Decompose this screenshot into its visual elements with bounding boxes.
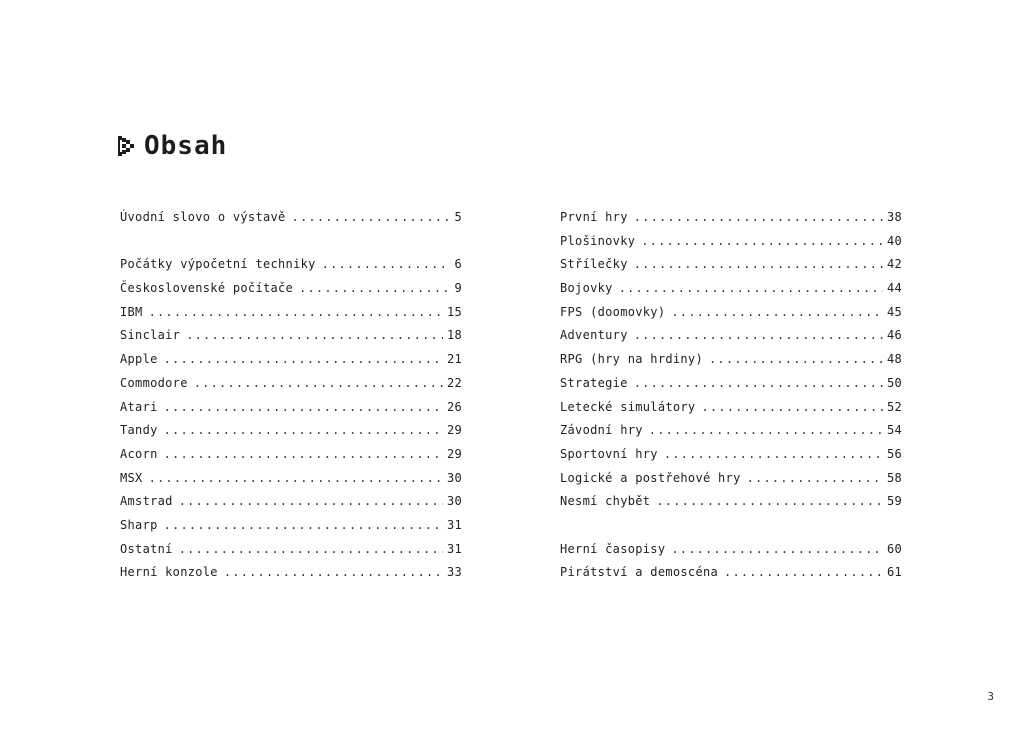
toc-entry-page: 52 [886,399,902,414]
toc-dot-leader [634,210,883,224]
toc-dot-leader [292,210,451,224]
page-title: Obsah [144,131,228,161]
toc-entry-label: Commodore [120,375,188,390]
toc-entry-page: 29 [446,423,462,438]
toc-dot-leader [619,281,883,295]
toc-entry[interactable] [120,518,462,542]
toc-dot-leader [224,565,443,579]
toc-entry-page: 50 [886,375,902,390]
toc-entry-page: 33 [446,565,462,580]
toc-dot-leader [641,234,883,248]
toc-entry[interactable] [560,305,902,329]
toc-entry[interactable] [120,376,462,400]
toc-entry-page: 58 [886,470,902,485]
toc-dot-leader [164,400,443,414]
toc-entry-label: Strategie [560,375,628,390]
toc-entry[interactable] [560,494,902,518]
page-heading [118,128,227,164]
toc-entry[interactable] [560,234,902,258]
toc-entry-page: 44 [886,281,902,296]
toc-entry-label: Tandy [120,423,158,438]
toc-entry[interactable] [560,423,902,447]
toc-dot-leader [149,305,443,319]
page-number: 3 [987,690,994,703]
toc-dot-leader [634,376,883,390]
toc-entry[interactable] [560,565,902,589]
toc-entry-label: Československé počítače [120,281,294,296]
toc-entry[interactable] [120,494,462,518]
toc-entry-page: 60 [886,541,902,556]
toc-entry[interactable] [560,447,902,471]
toc-entry-label: Herní časopisy [560,541,666,556]
toc-entry-page: 6 [454,257,462,272]
toc-entry-label: Nesmí chybět [560,494,651,509]
toc-entry[interactable] [120,281,462,305]
toc-entry-label: Bojovky [560,281,613,296]
toc-entry[interactable] [560,400,902,424]
toc-entry-page: 31 [446,517,462,532]
toc-entry-page: 38 [886,210,902,224]
toc-entry[interactable] [560,542,902,566]
toc-entry-label: Acorn [120,446,158,461]
toc-entry-label: Atari [120,399,158,414]
toc-entry-page: 30 [446,470,462,485]
toc-dot-leader [299,281,450,295]
toc-entry-label: Závodní hry [560,423,643,438]
toc-dot-leader [186,328,443,342]
toc-dot-leader [709,352,883,366]
toc-dot-leader [664,447,883,461]
toc-entry-label: Počátky výpočetní techniky [120,257,316,272]
toc-dot-leader [179,494,443,508]
toc-entry-label: Amstrad [120,494,173,509]
toc-dot-leader [164,518,443,532]
toc-entry-label: Plošinovky [560,233,636,248]
toc-entry-label: RPG (hry na hrdiny) [560,352,703,367]
toc-entry-label: IBM [120,304,143,319]
toc-entry[interactable] [560,471,902,495]
toc-entry-page: 22 [446,375,462,390]
toc-entry[interactable] [120,423,462,447]
toc-entry-label: Sinclair [120,328,181,343]
toc-dot-leader [701,400,882,414]
toc-entry-page: 54 [886,423,902,438]
toc-entry[interactable] [120,565,462,589]
toc-entry-label: Střílečky [560,257,628,272]
toc-entry-page: 61 [886,565,902,580]
toc-dot-leader [164,423,443,437]
toc-dot-leader [724,565,883,579]
toc-dot-leader [747,471,883,485]
toc-entry-page: 42 [886,257,902,272]
toc-dot-leader [322,257,451,271]
toc-entry-page: 15 [446,304,462,319]
toc-entry-page: 45 [886,304,902,319]
toc-entry[interactable] [560,376,902,400]
toc-entry-page: 26 [446,399,462,414]
toc-entry-label: Ostatní [120,541,173,556]
toc-dot-leader [179,542,443,556]
toc-entry[interactable] [120,471,462,495]
toc-entry-page: 21 [446,352,462,367]
toc-dot-leader [164,352,443,366]
toc-entry[interactable] [560,328,902,352]
toc-dot-leader [164,447,443,461]
toc-entry-label: První hry [560,210,628,224]
toc-entry-page: 29 [446,446,462,461]
toc-entry[interactable] [120,328,462,352]
toc-entry-label: Úvodní slovo o výstavě [120,210,286,224]
toc-entry-page: 56 [886,446,902,461]
toc-entry[interactable] [120,447,462,471]
toc-entry-label: Sharp [120,517,158,532]
toc-entry[interactable] [560,281,902,305]
toc-dot-leader [656,494,883,508]
toc-right-column [560,210,902,589]
toc-dot-leader [649,423,883,437]
toc-entry-label: Logické a postřehové hry [560,470,741,485]
toc-dot-leader [194,376,443,390]
toc-entry-page: 30 [446,494,462,509]
toc-entry-label: Sportovní hry [560,446,658,461]
toc-entry-page: 48 [886,352,902,367]
toc-entry-page: 9 [454,281,462,296]
toc-dot-leader [634,257,883,271]
toc-dot-leader [671,305,883,319]
toc-entry-page: 40 [886,233,902,248]
toc-entry[interactable] [120,305,462,329]
toc-entry[interactable] [120,400,462,424]
toc-left-column [120,210,462,589]
toc-dot-leader [149,471,443,485]
toc-entry[interactable] [120,542,462,566]
toc-entry-page: 5 [454,210,462,224]
toc-entry-page: 46 [886,328,902,343]
toc-entry-label: Pirátství a demoscéna [560,565,719,580]
toc-entry-label: FPS (doomovky) [560,304,666,319]
pixel-arrow-icon [118,136,134,156]
toc-entry-label: Adventury [560,328,628,343]
toc-entry[interactable] [560,352,902,376]
toc-entry[interactable] [120,210,462,234]
toc-dot-leader [634,328,883,342]
toc-entry-label: Apple [120,352,158,367]
toc-entry-label: MSX [120,470,143,485]
toc-entry-page: 31 [446,541,462,556]
toc-entry-label: Letecké simulátory [560,399,696,414]
toc-entry-label: Herní konzole [120,565,218,580]
toc-entry[interactable] [120,352,462,376]
toc-entry-page: 18 [446,328,462,343]
toc-dot-leader [671,542,883,556]
toc-entry[interactable] [560,210,902,234]
toc-entry[interactable] [560,257,902,281]
toc-entry[interactable] [120,257,462,281]
toc-entry-page: 59 [886,494,902,509]
